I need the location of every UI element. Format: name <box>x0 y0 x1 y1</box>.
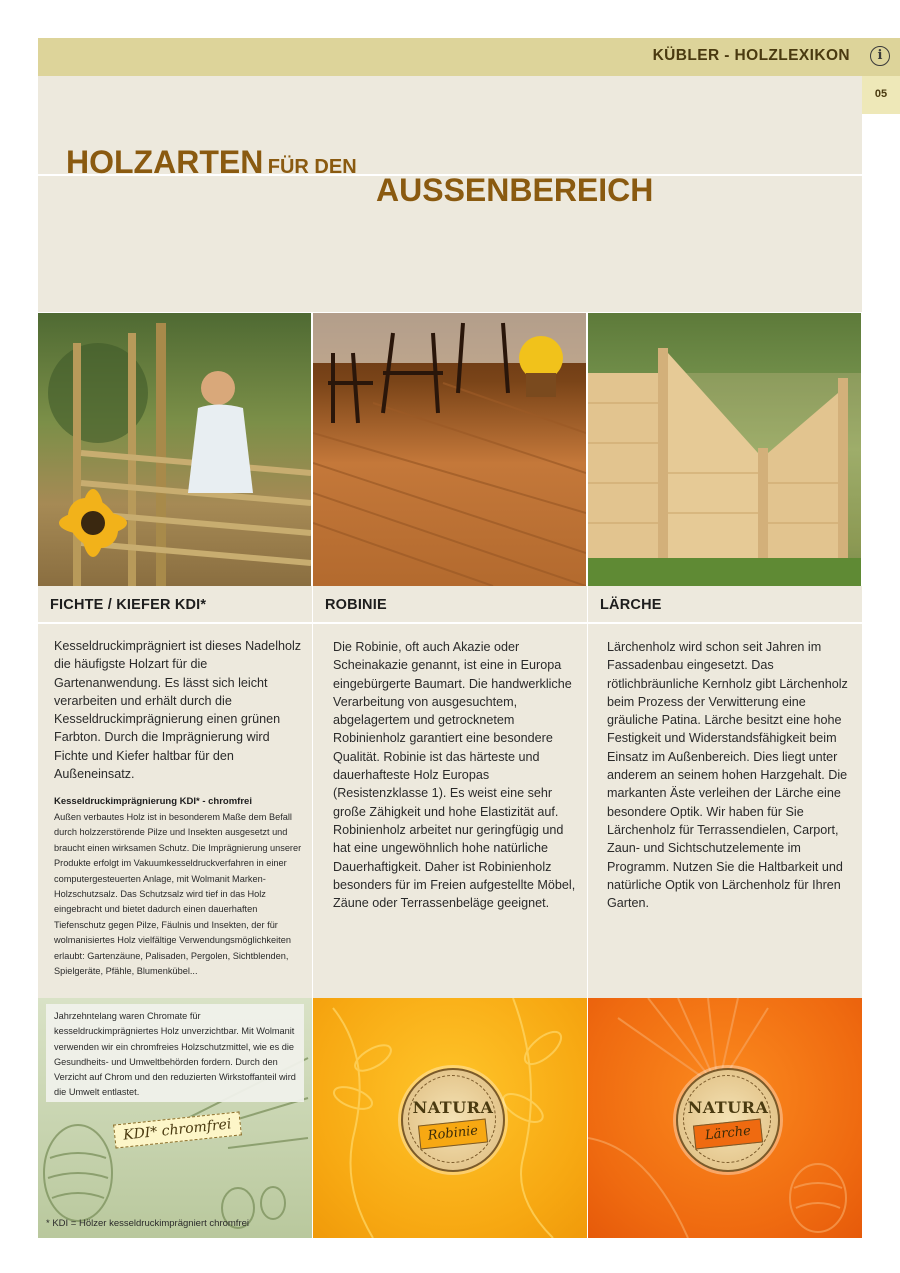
natura-laerche-badge <box>676 1068 780 1172</box>
info-box[interactable] <box>862 38 900 76</box>
page-number-box <box>862 76 900 114</box>
column-heading: LÄRCHE <box>600 597 662 613</box>
column-body: Lärchenholz wird schon seit Jahren im Fassadenbau eingesetzt. Das rötlichbräunliche Kernholz gibt Lärchenholz beim Prozess der Verwitterung eine gräuliche Patina. Lärche besitzt eine hohe Festigkeit und Widerstandsfähigkeit beim Einsatz im Außenbereich. Dies liegt unter anderem an seinem hohen Harzgehalt. Die markanten Äste verleihen der Lärche eine besondere Optik. Wir haben für Sie Lärchenholz für Terrassendielen, Carport, Zaun- und Sichtschutzelemente im Programm. Nutzen Sie die Haltbarkeit und natürliche Optik von Lärchenholz für Ihren Garten. <box>607 640 848 911</box>
column-separator <box>587 586 588 1238</box>
kdi-description: Außen verbautes Holz ist in besonderem Maße dem Befall durch holzzerstörende Pilze und Insekten ausgesetzt und braucht einen wirksamen Schutz. Die Imprägnierung unserer Produkte erfolgt im Vakuumkesseldruckverfahren in einer computergesteuerten Anlage, mit Wolmanit Marken-Holzschutzsalz. Das Schutzsalz wird tief in das Holz eingebracht und bietet dadurch einen dauerhaften Tiefenschutz gegen Pilze, Fäulnis und Insekten, der für wolmanisiertes Holz vielfältige Verwendungsmöglichkeiten erlaubt: Gartenzäune, Palisaden, Pergolen, Sichtblenden, Spielgeräte, Pfähle, Blumenkübel... <box>54 812 302 977</box>
page-title-line-1 <box>66 144 357 181</box>
badge-title: NATURA <box>687 1098 769 1117</box>
kdi-chromfrei-label: KDI* chromfrei <box>113 1111 241 1148</box>
info-icon[interactable]: i <box>870 46 890 66</box>
page-title-part-2: FÜR DEN <box>267 156 357 178</box>
chromfrei-text: Jahrzehntelang waren Chromate für kesseldruckimprägniertes Holz unverzichtbar. Mit Wolmanit verwenden wir ein chromfreies Holzschutzmittel, wie es die Gesundheits- und Umweltbehörden fordern. Durch den Verzicht auf Chrom und den reduzierten Wirkstoffanteil wird die Umwelt entlastet. <box>54 1011 296 1098</box>
footnote: * KDI = Hölzer kesseldruckimprägniert chromfrei <box>46 1218 249 1229</box>
badge-ribbon: Robinie <box>418 1119 488 1150</box>
badge-title: NATURA <box>412 1098 494 1117</box>
natura-robinie-badge <box>401 1068 505 1172</box>
photo-robinie-deck <box>313 313 586 586</box>
photo-laerche-fence <box>588 313 861 586</box>
column-body: Kesseldruckimprägniert ist dieses Nadelholz die häufigste Holzart für die Gartenanwendung. Es lässt sich leicht verarbeiten und erhält durch die Kesseldruckimprägnierung einen grünen Farbton. Durch die Imprägnierung wird Fichte und Kiefer haltbar für den Außeneinsatz. <box>54 639 302 782</box>
page-number: 05 <box>874 88 888 100</box>
photo-robinie-illustration <box>313 313 586 586</box>
column-heading-rule <box>313 622 587 624</box>
header-title: KÜBLER - HOLZLEXIKON <box>652 47 850 64</box>
tile-natura-laerche <box>588 998 862 1238</box>
column-heading-rule <box>38 622 312 624</box>
badge-ribbon: Lärche <box>693 1119 763 1150</box>
photo-fichte-illustration <box>38 313 311 586</box>
photo-fichte-fence <box>38 313 311 586</box>
column-body: Die Robinie, oft auch Akazie oder Scheinakazie genannt, ist eine in Europa eingebürgerte Baumart. Die handwerkliche Verarbeitung von ausgesuchtem, abgelagertem und getrocknetem Robinienholz garantiert eine besondere Qualität. Robinie ist das härteste und dauerhafteste Holz Europas (Resistenzklasse 1). Es weist eine sehr große Zähigkeit und hohe Elastizität auf. Robinienholz arbeitet nur geringfügig und hat eine ungewöhnlich hohe natürliche Dauerhaftigkeit. Daher ist Robinienholz besonders für im Freien aufgestellte Möbel, Zäune oder Terrassenbeläge geeignet. <box>333 640 576 911</box>
photo-laerche-illustration <box>588 313 861 586</box>
column-heading-rule <box>588 622 862 624</box>
chromfrei-info-box <box>46 1004 304 1102</box>
kdi-subheading: Kesseldruckimprägnierung KDI* - chromfrei <box>54 796 252 807</box>
column-heading: ROBINIE <box>325 597 387 613</box>
page-title-part-3: AUSSENBEREICH <box>376 172 654 208</box>
page-title-part-1: HOLZARTEN <box>66 144 264 180</box>
column-fichte-kiefer <box>38 586 312 998</box>
column-laerche <box>588 586 862 998</box>
column-separator <box>312 586 313 1238</box>
header-bar <box>38 38 862 76</box>
column-robinie <box>313 586 587 998</box>
column-heading: FICHTE / KIEFER KDI* <box>50 597 207 613</box>
tile-chromfrei <box>38 998 312 1238</box>
tile-natura-robinie <box>313 998 587 1238</box>
